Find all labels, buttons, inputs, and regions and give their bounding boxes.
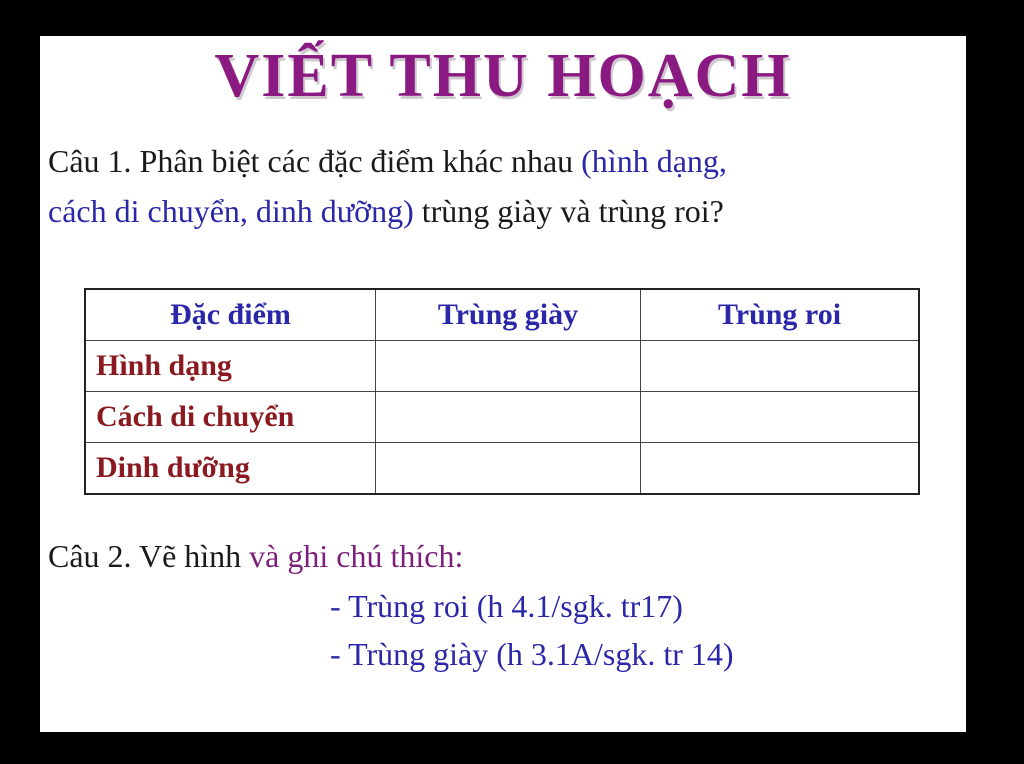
header-dac-diem: Đặc điểm xyxy=(85,289,375,341)
question-1-suffix: trùng giày và trùng roi? xyxy=(413,193,724,229)
question-1-highlight-line1: (hình dạng, xyxy=(581,143,727,179)
row-label-dinh-duong: Dinh dưỡng xyxy=(85,443,375,495)
slide xyxy=(40,36,966,732)
cell-dinh-duong-trung-giay[interactable] xyxy=(375,443,640,495)
header-trung-roi: Trùng roi xyxy=(641,289,919,341)
table-row xyxy=(85,392,919,443)
question-2-item-trung-roi: - Trùng roi (h 4.1/sgk. tr17) xyxy=(330,588,683,624)
row-label-cach-di-chuyen: Cách di chuyển xyxy=(85,392,375,443)
cell-cach-di-chuyen-trung-roi[interactable] xyxy=(641,392,919,443)
question-2-highlight: và ghi chú thích: xyxy=(249,538,464,574)
comparison-table xyxy=(84,288,920,495)
question-2-item-trung-giay: - Trùng giày (h 3.1A/sgk. tr 14) xyxy=(330,636,734,672)
question-2-prefix: Câu 2. Vẽ hình xyxy=(48,538,250,574)
slide-title: VIẾT THU HOẠCH xyxy=(214,42,792,110)
cell-hinh-dang-trung-roi[interactable] xyxy=(641,341,919,392)
cell-dinh-duong-trung-roi[interactable] xyxy=(641,443,919,495)
table-row xyxy=(85,443,919,495)
header-trung-giay: Trùng giày xyxy=(375,289,640,341)
question-1-prefix: Câu 1. Phân biệt các đặc điểm khác nhau xyxy=(48,143,582,179)
question-1-highlight-line2: cách di chuyển, dinh dưỡng) xyxy=(48,193,414,229)
cell-cach-di-chuyen-trung-giay[interactable] xyxy=(375,392,640,443)
table-row xyxy=(85,341,919,392)
row-label-hinh-dang: Hình dạng xyxy=(85,341,375,392)
question-2 xyxy=(48,534,463,578)
question-1 xyxy=(48,136,948,236)
cell-hinh-dang-trung-giay[interactable] xyxy=(375,341,640,392)
table-header-row xyxy=(85,289,919,341)
